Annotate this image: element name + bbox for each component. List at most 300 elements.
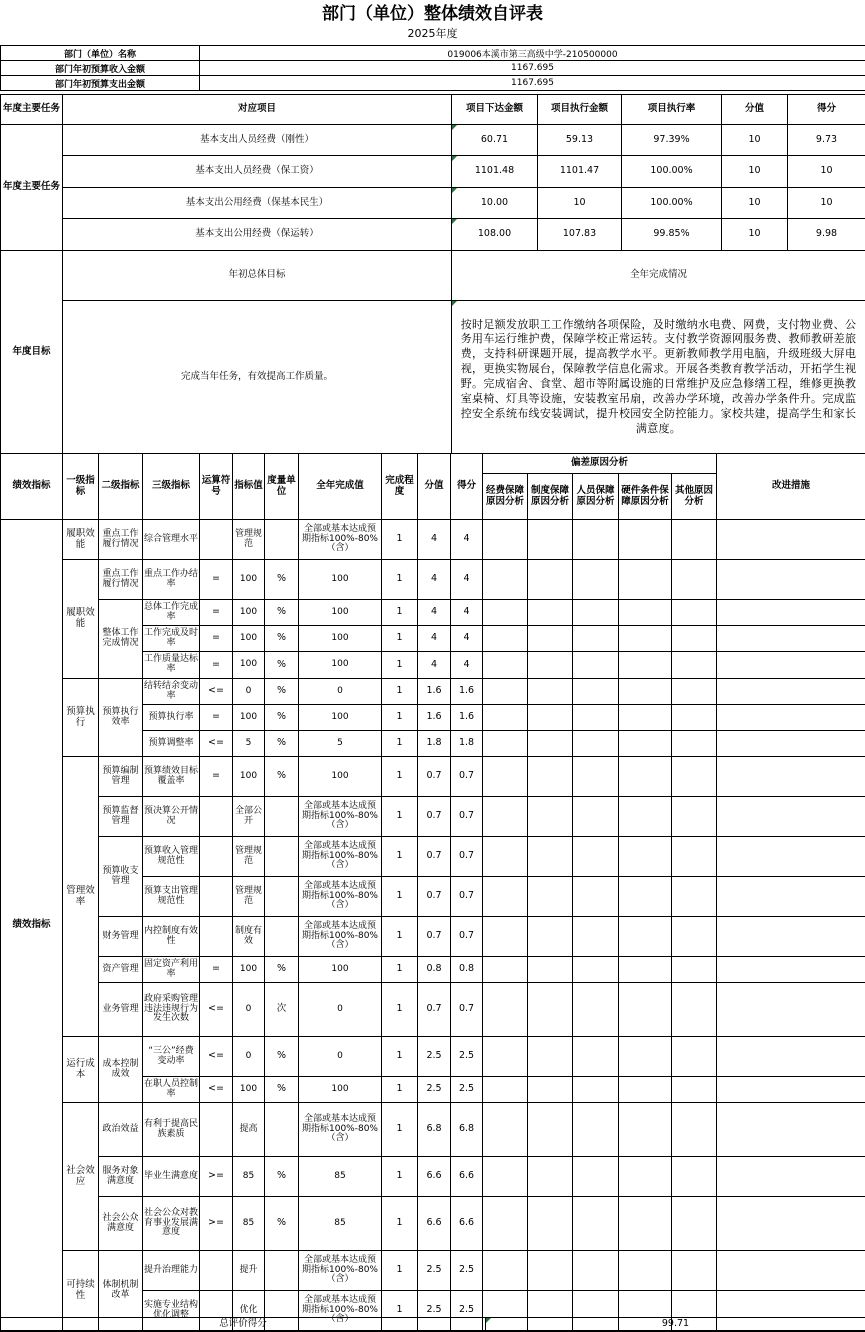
dev-staff-cell[interactable] bbox=[573, 957, 619, 983]
operator-cell: = bbox=[200, 652, 233, 679]
measures-cell[interactable] bbox=[717, 705, 865, 731]
dev-other-cell[interactable] bbox=[672, 705, 717, 731]
score-cell: 0.7 bbox=[418, 983, 451, 1037]
l2-indicator: 预算收支管理 bbox=[99, 837, 143, 917]
target-cell: 全部公开 bbox=[233, 797, 265, 837]
unit-cell bbox=[265, 797, 299, 837]
degree-cell: 1 bbox=[382, 837, 418, 877]
goals-content-row bbox=[1, 301, 865, 454]
dev-other-cell[interactable] bbox=[672, 1197, 717, 1251]
dev-staff-header: 人员保障原因分析 bbox=[573, 474, 619, 520]
dev-other-cell[interactable] bbox=[672, 560, 717, 600]
dev-funding-cell[interactable] bbox=[483, 917, 528, 957]
task-rate: 100.00% bbox=[622, 156, 722, 188]
end-result-text[interactable]: 按时足额发放职工工作缴纳各项保险，及时缴纳水电费、网费，支付物业费、公务用车运行维护费，保障学校正常运转。支付教学资源网服务费、教师教研差旅费，支持科研课题开展，提高教学水平。更新教师教学用电脑，升级班级大屏电视，更换实物展台，保障教学信息化需求。开展各类教育教学活动，开拓学生视野。完成宿舍、食堂、超市等附属设施的日常维护及应急修缮工程，维修更换教室桌椅、灯具等设施，安装教室吊扇，改善办学环境，改善办学条件升。完成监控安全系统布线安装调试，提升校园安全防控能力。家校共建，提高学生和家长满意度。 bbox=[452, 301, 865, 454]
l3-indicator: 内控制度有效性 bbox=[143, 917, 200, 957]
actual-cell[interactable]: 100 bbox=[299, 757, 382, 797]
target-cell: 100 bbox=[233, 957, 265, 983]
dev-hardware-cell[interactable] bbox=[619, 837, 672, 877]
l3-indicator: 预决算公开情况 bbox=[143, 797, 200, 837]
dev-funding-cell[interactable] bbox=[483, 757, 528, 797]
l3-indicator: 实施专业结构优化调整 bbox=[143, 1291, 200, 1331]
degree-cell: 1 bbox=[382, 757, 418, 797]
task-got: 9.98 bbox=[788, 219, 865, 251]
dev-funding-cell[interactable] bbox=[483, 731, 528, 757]
dev-hardware-cell[interactable] bbox=[619, 797, 672, 837]
dev-hardware-cell[interactable] bbox=[619, 1197, 672, 1251]
dev-system-cell[interactable] bbox=[528, 877, 573, 917]
dev-staff-cell[interactable] bbox=[573, 652, 619, 679]
task-row bbox=[1, 219, 865, 251]
actual-cell[interactable]: 全部或基本达成预期指标100%-80%（含） bbox=[299, 797, 382, 837]
dev-staff-cell[interactable] bbox=[573, 757, 619, 797]
dev-staff-cell[interactable] bbox=[573, 837, 619, 877]
degree-cell: 1 bbox=[382, 1251, 418, 1291]
dev-hardware-cell[interactable] bbox=[619, 917, 672, 957]
dev-funding-cell[interactable] bbox=[483, 1103, 528, 1157]
degree-cell: 1 bbox=[382, 626, 418, 652]
unit-cell: % bbox=[265, 1197, 299, 1251]
task-score: 10 bbox=[722, 125, 788, 156]
task-got: 9.73 bbox=[788, 125, 865, 156]
unit-cell bbox=[265, 877, 299, 917]
dev-other-cell[interactable] bbox=[672, 1103, 717, 1157]
measures-cell[interactable] bbox=[717, 731, 865, 757]
dev-system-cell[interactable] bbox=[528, 983, 573, 1037]
dev-hardware-cell[interactable] bbox=[619, 705, 672, 731]
unit-name-label: 部门（单位）名称 bbox=[1, 46, 200, 61]
unit-cell bbox=[265, 520, 299, 560]
target-cell: 100 bbox=[233, 652, 265, 679]
dev-hardware-cell[interactable] bbox=[619, 1251, 672, 1291]
operator-cell bbox=[200, 520, 233, 560]
unit-cell: % bbox=[265, 1077, 299, 1103]
unit-cell: % bbox=[265, 757, 299, 797]
dev-funding-cell[interactable] bbox=[483, 705, 528, 731]
degree-cell: 1 bbox=[382, 600, 418, 626]
l2-indicator: 整体工作完成情况 bbox=[99, 600, 143, 679]
dev-funding-cell[interactable] bbox=[483, 1197, 528, 1251]
got-cell: 0.8 bbox=[451, 957, 483, 983]
dev-hardware-cell[interactable] bbox=[619, 1077, 672, 1103]
got-cell: 4 bbox=[451, 652, 483, 679]
dev-other-cell[interactable] bbox=[672, 679, 717, 705]
dev-hardware-cell[interactable] bbox=[619, 560, 672, 600]
dev-funding-cell[interactable] bbox=[483, 983, 528, 1037]
target-cell: 85 bbox=[233, 1157, 265, 1197]
got-cell: 6.6 bbox=[451, 1157, 483, 1197]
dev-funding-cell[interactable] bbox=[483, 626, 528, 652]
l2-column-header: 二级指标 bbox=[99, 454, 143, 520]
dev-other-cell[interactable] bbox=[672, 837, 717, 877]
measures-cell[interactable] bbox=[717, 1077, 865, 1103]
unit-cell: % bbox=[265, 1157, 299, 1197]
got-cell: 6.6 bbox=[451, 1197, 483, 1251]
target-cell: 100 bbox=[233, 600, 265, 626]
score-cell: 2.5 bbox=[418, 1251, 451, 1291]
operator-cell bbox=[200, 1103, 233, 1157]
score-column-header: 分值 bbox=[722, 95, 788, 125]
target-cell: 提升 bbox=[233, 1251, 265, 1291]
measures-cell[interactable] bbox=[717, 1251, 865, 1291]
measures-cell[interactable] bbox=[717, 757, 865, 797]
dev-hardware-cell[interactable] bbox=[619, 757, 672, 797]
actual-cell[interactable]: 0 bbox=[299, 679, 382, 705]
task-issued[interactable]: 108.00 bbox=[452, 219, 538, 251]
actual-cell[interactable]: 85 bbox=[299, 1197, 382, 1251]
measures-cell[interactable] bbox=[717, 1037, 865, 1077]
task-issued[interactable]: 10.00 bbox=[452, 188, 538, 219]
dev-other-cell[interactable] bbox=[672, 877, 717, 917]
l2-indicator: 预算执行效率 bbox=[99, 679, 143, 757]
dev-hardware-cell[interactable] bbox=[619, 1157, 672, 1197]
measures-cell[interactable] bbox=[717, 1157, 865, 1197]
dev-system-cell[interactable] bbox=[528, 757, 573, 797]
got-cell: 0.7 bbox=[451, 797, 483, 837]
start-goal-header: 年初总体目标 bbox=[63, 251, 452, 301]
actual-cell[interactable]: 全部或基本达成预期指标100%-80%（含） bbox=[299, 917, 382, 957]
actual-cell[interactable]: 全部或基本达成预期指标100%-80%（含） bbox=[299, 520, 382, 560]
dev-funding-cell[interactable] bbox=[483, 837, 528, 877]
dev-staff-cell[interactable] bbox=[573, 1103, 619, 1157]
got-cell: 1.6 bbox=[451, 679, 483, 705]
dev-staff-cell[interactable] bbox=[573, 1251, 619, 1291]
task-row bbox=[1, 125, 865, 156]
dev-other-cell[interactable] bbox=[672, 1251, 717, 1291]
dev-system-cell[interactable] bbox=[528, 1103, 573, 1157]
budget-income-value[interactable]: 1167.695 bbox=[200, 61, 865, 76]
unit-cell: % bbox=[265, 705, 299, 731]
dev-funding-cell[interactable] bbox=[483, 877, 528, 917]
dev-staff-cell[interactable] bbox=[573, 1157, 619, 1197]
score-cell: 0.7 bbox=[418, 837, 451, 877]
measures-cell[interactable] bbox=[717, 957, 865, 983]
actual-cell[interactable]: 100 bbox=[299, 1077, 382, 1103]
operator-cell: = bbox=[200, 705, 233, 731]
dev-hardware-cell[interactable] bbox=[619, 520, 672, 560]
dev-hardware-cell[interactable] bbox=[619, 1037, 672, 1077]
dev-other-cell[interactable] bbox=[672, 1077, 717, 1103]
got-cell: 4 bbox=[451, 560, 483, 600]
target-cell: 100 bbox=[233, 560, 265, 600]
dev-staff-cell[interactable] bbox=[573, 731, 619, 757]
target-cell: 管理规范 bbox=[233, 837, 265, 877]
dev-staff-cell[interactable] bbox=[573, 797, 619, 837]
dev-other-cell[interactable] bbox=[672, 757, 717, 797]
total-score-value: 99.71 bbox=[486, 1318, 865, 1332]
start-goal-text[interactable]: 完成当年任务，有效提高工作质量。 bbox=[63, 301, 452, 454]
measures-cell[interactable] bbox=[717, 560, 865, 600]
task-row bbox=[1, 156, 865, 188]
dev-other-cell[interactable] bbox=[672, 731, 717, 757]
dev-hardware-cell[interactable] bbox=[619, 957, 672, 983]
operator-cell: >= bbox=[200, 1197, 233, 1251]
dev-hardware-cell[interactable] bbox=[619, 626, 672, 652]
target-cell: 优化 bbox=[233, 1291, 265, 1331]
dev-staff-cell[interactable] bbox=[573, 1197, 619, 1251]
dev-other-cell[interactable] bbox=[672, 797, 717, 837]
tasks-section-header: 年度主要任务 bbox=[1, 95, 63, 125]
unit-cell: % bbox=[265, 560, 299, 600]
perf-header-row bbox=[1, 454, 865, 474]
dev-funding-cell[interactable] bbox=[483, 1077, 528, 1103]
measures-cell[interactable] bbox=[717, 837, 865, 877]
operator-cell: = bbox=[200, 600, 233, 626]
dev-system-cell[interactable] bbox=[528, 1077, 573, 1103]
l3-indicator: 预算绩效目标覆盖率 bbox=[143, 757, 200, 797]
l2-indicator: 预算监督管理 bbox=[99, 797, 143, 837]
dev-other-cell[interactable] bbox=[672, 1037, 717, 1077]
perf-row bbox=[1, 679, 865, 705]
dev-system-cell[interactable] bbox=[528, 957, 573, 983]
task-executed[interactable]: 10 bbox=[538, 188, 622, 219]
l1-indicator: 管理效率 bbox=[63, 757, 99, 1037]
measures-cell[interactable] bbox=[717, 679, 865, 705]
l2-indicator: 财务管理 bbox=[99, 917, 143, 957]
measures-cell[interactable] bbox=[717, 877, 865, 917]
dev-other-cell[interactable] bbox=[672, 652, 717, 679]
score-cell: 1.6 bbox=[418, 679, 451, 705]
dev-system-cell[interactable] bbox=[528, 1037, 573, 1077]
budget-expense-row bbox=[1, 76, 865, 91]
measures-cell[interactable] bbox=[717, 1103, 865, 1157]
degree-column-header: 完成程度 bbox=[382, 454, 418, 520]
dev-hardware-cell[interactable] bbox=[619, 983, 672, 1037]
operator-cell bbox=[200, 917, 233, 957]
target-cell: 提高 bbox=[233, 1103, 265, 1157]
dev-funding-cell[interactable] bbox=[483, 797, 528, 837]
operator-cell: <= bbox=[200, 679, 233, 705]
dev-staff-cell[interactable] bbox=[573, 983, 619, 1037]
dev-system-header: 制度保障原因分析 bbox=[528, 474, 573, 520]
issued-column-header: 项目下达金额 bbox=[452, 95, 538, 125]
got-column-header: 得分 bbox=[788, 95, 865, 125]
dev-funding-cell[interactable] bbox=[483, 520, 528, 560]
dev-other-cell[interactable] bbox=[672, 600, 717, 626]
perf-row bbox=[1, 1197, 865, 1251]
actual-cell[interactable]: 100 bbox=[299, 652, 382, 679]
task-executed[interactable]: 107.83 bbox=[538, 219, 622, 251]
task-score: 10 bbox=[722, 188, 788, 219]
dev-staff-cell[interactable] bbox=[573, 600, 619, 626]
task-executed[interactable]: 59.13 bbox=[538, 125, 622, 156]
end-result-header: 全年完成情况 bbox=[452, 251, 865, 301]
got-cell: 0.7 bbox=[451, 983, 483, 1037]
degree-cell: 1 bbox=[382, 983, 418, 1037]
degree-cell: 1 bbox=[382, 1103, 418, 1157]
dev-system-cell[interactable] bbox=[528, 1157, 573, 1197]
perf-row bbox=[1, 917, 865, 957]
actual-cell[interactable]: 100 bbox=[299, 626, 382, 652]
target-column-header: 指标值 bbox=[233, 454, 265, 520]
perf-row bbox=[1, 1157, 865, 1197]
task-score: 10 bbox=[722, 219, 788, 251]
dev-system-cell[interactable] bbox=[528, 837, 573, 877]
l3-indicator: 总体工作完成率 bbox=[143, 600, 200, 626]
dev-other-cell[interactable] bbox=[672, 1157, 717, 1197]
actual-cell[interactable]: 全部或基本达成预期指标100%-80%（含） bbox=[299, 1291, 382, 1331]
dev-hardware-cell[interactable] bbox=[619, 600, 672, 626]
measures-cell[interactable] bbox=[717, 1197, 865, 1251]
perf-row bbox=[1, 1103, 865, 1157]
budget-expense-value[interactable]: 1167.695 bbox=[200, 76, 865, 91]
perf-row bbox=[1, 797, 865, 837]
dev-other-cell[interactable] bbox=[672, 626, 717, 652]
dev-hardware-header: 硬件条件保障原因分析 bbox=[619, 474, 672, 520]
l2-indicator: 体制机制改革 bbox=[99, 1251, 143, 1331]
dev-system-cell[interactable] bbox=[528, 520, 573, 560]
l3-indicator: 工作质量达标率 bbox=[143, 652, 200, 679]
got-cell: 4 bbox=[451, 600, 483, 626]
perf-row bbox=[1, 983, 865, 1037]
dev-other-header: 其他原因分析 bbox=[672, 474, 717, 520]
l3-indicator: “三公”经费变动率 bbox=[143, 1037, 200, 1077]
dev-hardware-cell[interactable] bbox=[619, 731, 672, 757]
actual-cell[interactable]: 全部或基本达成预期指标100%-80%（含） bbox=[299, 1103, 382, 1157]
dev-system-cell[interactable] bbox=[528, 731, 573, 757]
measures-cell[interactable] bbox=[717, 797, 865, 837]
l2-indicator: 业务管理 bbox=[99, 983, 143, 1037]
dev-staff-cell[interactable] bbox=[573, 1077, 619, 1103]
actual-cell[interactable]: 100 bbox=[299, 957, 382, 983]
l3-indicator: 政府采购管理违法违规行为发生次数 bbox=[143, 983, 200, 1037]
measures-cell[interactable] bbox=[717, 520, 865, 560]
got-cell: 0.7 bbox=[451, 837, 483, 877]
dev-system-cell[interactable] bbox=[528, 679, 573, 705]
got-cell: 6.8 bbox=[451, 1103, 483, 1157]
tasks-table bbox=[0, 94, 865, 251]
dev-staff-cell[interactable] bbox=[573, 1037, 619, 1077]
actual-cell[interactable]: 全部或基本达成预期指标100%-80%（含） bbox=[299, 877, 382, 917]
degree-cell: 1 bbox=[382, 957, 418, 983]
l3-indicator: 在职人员控制率 bbox=[143, 1077, 200, 1103]
dev-hardware-cell[interactable] bbox=[619, 877, 672, 917]
target-cell: 0 bbox=[233, 1037, 265, 1077]
score-cell: 2.5 bbox=[418, 1037, 451, 1077]
task-project: 基本支出公用经费（保基本民生） bbox=[63, 188, 452, 219]
perf-row bbox=[1, 520, 865, 560]
dev-system-cell[interactable] bbox=[528, 626, 573, 652]
dev-staff-cell[interactable] bbox=[573, 917, 619, 957]
degree-cell: 1 bbox=[382, 797, 418, 837]
unit-cell: % bbox=[265, 731, 299, 757]
dev-staff-cell[interactable] bbox=[573, 626, 619, 652]
got-column-header: 得分 bbox=[451, 454, 483, 520]
dev-staff-cell[interactable] bbox=[573, 520, 619, 560]
unit-cell: % bbox=[265, 1037, 299, 1077]
dev-system-cell[interactable] bbox=[528, 797, 573, 837]
actual-cell[interactable]: 0 bbox=[299, 1037, 382, 1077]
dev-funding-cell[interactable] bbox=[483, 652, 528, 679]
task-issued[interactable]: 1101.48 bbox=[452, 156, 538, 188]
dev-hardware-cell[interactable] bbox=[619, 679, 672, 705]
dev-system-cell[interactable] bbox=[528, 600, 573, 626]
dev-system-cell[interactable] bbox=[528, 652, 573, 679]
dev-funding-cell[interactable] bbox=[483, 1251, 528, 1291]
unit-column-header: 度量单位 bbox=[265, 454, 299, 520]
dev-other-cell[interactable] bbox=[672, 917, 717, 957]
task-project: 基本支出人员经费（保工资） bbox=[63, 156, 452, 188]
measures-cell[interactable] bbox=[717, 652, 865, 679]
got-cell: 1.8 bbox=[451, 731, 483, 757]
actual-cell[interactable]: 全部或基本达成预期指标100%-80%（含） bbox=[299, 837, 382, 877]
dev-funding-cell[interactable] bbox=[483, 600, 528, 626]
l2-indicator: 社会公众满意度 bbox=[99, 1197, 143, 1251]
dev-other-cell[interactable] bbox=[672, 983, 717, 1037]
l2-indicator: 成本控制成效 bbox=[99, 1037, 143, 1103]
budget-income-row bbox=[1, 61, 865, 76]
measures-cell[interactable] bbox=[717, 917, 865, 957]
actual-cell[interactable]: 100 bbox=[299, 705, 382, 731]
target-cell: 100 bbox=[233, 626, 265, 652]
dev-system-cell[interactable] bbox=[528, 705, 573, 731]
dev-staff-cell[interactable] bbox=[573, 705, 619, 731]
task-got: 10 bbox=[788, 188, 865, 219]
dev-system-cell[interactable] bbox=[528, 917, 573, 957]
measures-cell[interactable] bbox=[717, 600, 865, 626]
l1-indicator: 履职效能 bbox=[63, 520, 99, 560]
operator-cell: = bbox=[200, 626, 233, 652]
actual-cell[interactable]: 100 bbox=[299, 560, 382, 600]
dev-system-cell[interactable] bbox=[528, 560, 573, 600]
dev-staff-cell[interactable] bbox=[573, 877, 619, 917]
dev-other-cell[interactable] bbox=[672, 957, 717, 983]
got-cell: 0.7 bbox=[451, 757, 483, 797]
operator-column-header: 运算符号 bbox=[200, 454, 233, 520]
task-got: 10 bbox=[788, 156, 865, 188]
degree-cell: 1 bbox=[382, 877, 418, 917]
target-cell: 100 bbox=[233, 705, 265, 731]
dev-staff-cell[interactable] bbox=[573, 679, 619, 705]
actual-cell[interactable]: 100 bbox=[299, 600, 382, 626]
rate-column-header: 项目执行率 bbox=[622, 95, 722, 125]
actual-cell[interactable]: 85 bbox=[299, 1157, 382, 1197]
dev-funding-cell[interactable] bbox=[483, 679, 528, 705]
dev-system-cell[interactable] bbox=[528, 1251, 573, 1291]
actual-cell[interactable]: 5 bbox=[299, 731, 382, 757]
actual-cell[interactable]: 0 bbox=[299, 983, 382, 1037]
degree-cell: 1 bbox=[382, 1291, 418, 1331]
l3-indicator: 提升治理能力 bbox=[143, 1251, 200, 1291]
measures-cell[interactable] bbox=[717, 983, 865, 1037]
l2-indicator: 服务对象满意度 bbox=[99, 1157, 143, 1197]
l2-indicator: 重点工作履行情况 bbox=[99, 560, 143, 600]
dev-other-cell[interactable] bbox=[672, 520, 717, 560]
task-executed[interactable]: 1101.47 bbox=[538, 156, 622, 188]
dev-funding-cell[interactable] bbox=[483, 1037, 528, 1077]
l3-indicator: 预算执行率 bbox=[143, 705, 200, 731]
target-cell: 0 bbox=[233, 679, 265, 705]
actual-cell[interactable]: 全部或基本达成预期指标100%-80%（含） bbox=[299, 1251, 382, 1291]
tasks-section-label: 年度主要任务 bbox=[1, 125, 63, 251]
dev-system-cell[interactable] bbox=[528, 1197, 573, 1251]
task-issued[interactable]: 60.71 bbox=[452, 125, 538, 156]
dev-hardware-cell[interactable] bbox=[619, 1103, 672, 1157]
total-score-label: 总评价得分 bbox=[1, 1318, 486, 1332]
dev-staff-cell[interactable] bbox=[573, 560, 619, 600]
dev-funding-cell[interactable] bbox=[483, 560, 528, 600]
dev-funding-cell[interactable] bbox=[483, 1157, 528, 1197]
l1-column-header: 一级指标 bbox=[63, 454, 99, 520]
dev-hardware-cell[interactable] bbox=[619, 652, 672, 679]
got-cell: 2.5 bbox=[451, 1291, 483, 1331]
perf-section-label: 绩效指标 bbox=[1, 520, 63, 1331]
unit-cell: % bbox=[265, 652, 299, 679]
dev-funding-cell[interactable] bbox=[483, 957, 528, 983]
unit-name-value[interactable]: 019006本溪市第三高级中学-210500000 bbox=[200, 46, 865, 61]
perf-row bbox=[1, 1251, 865, 1291]
measures-cell[interactable] bbox=[717, 626, 865, 652]
